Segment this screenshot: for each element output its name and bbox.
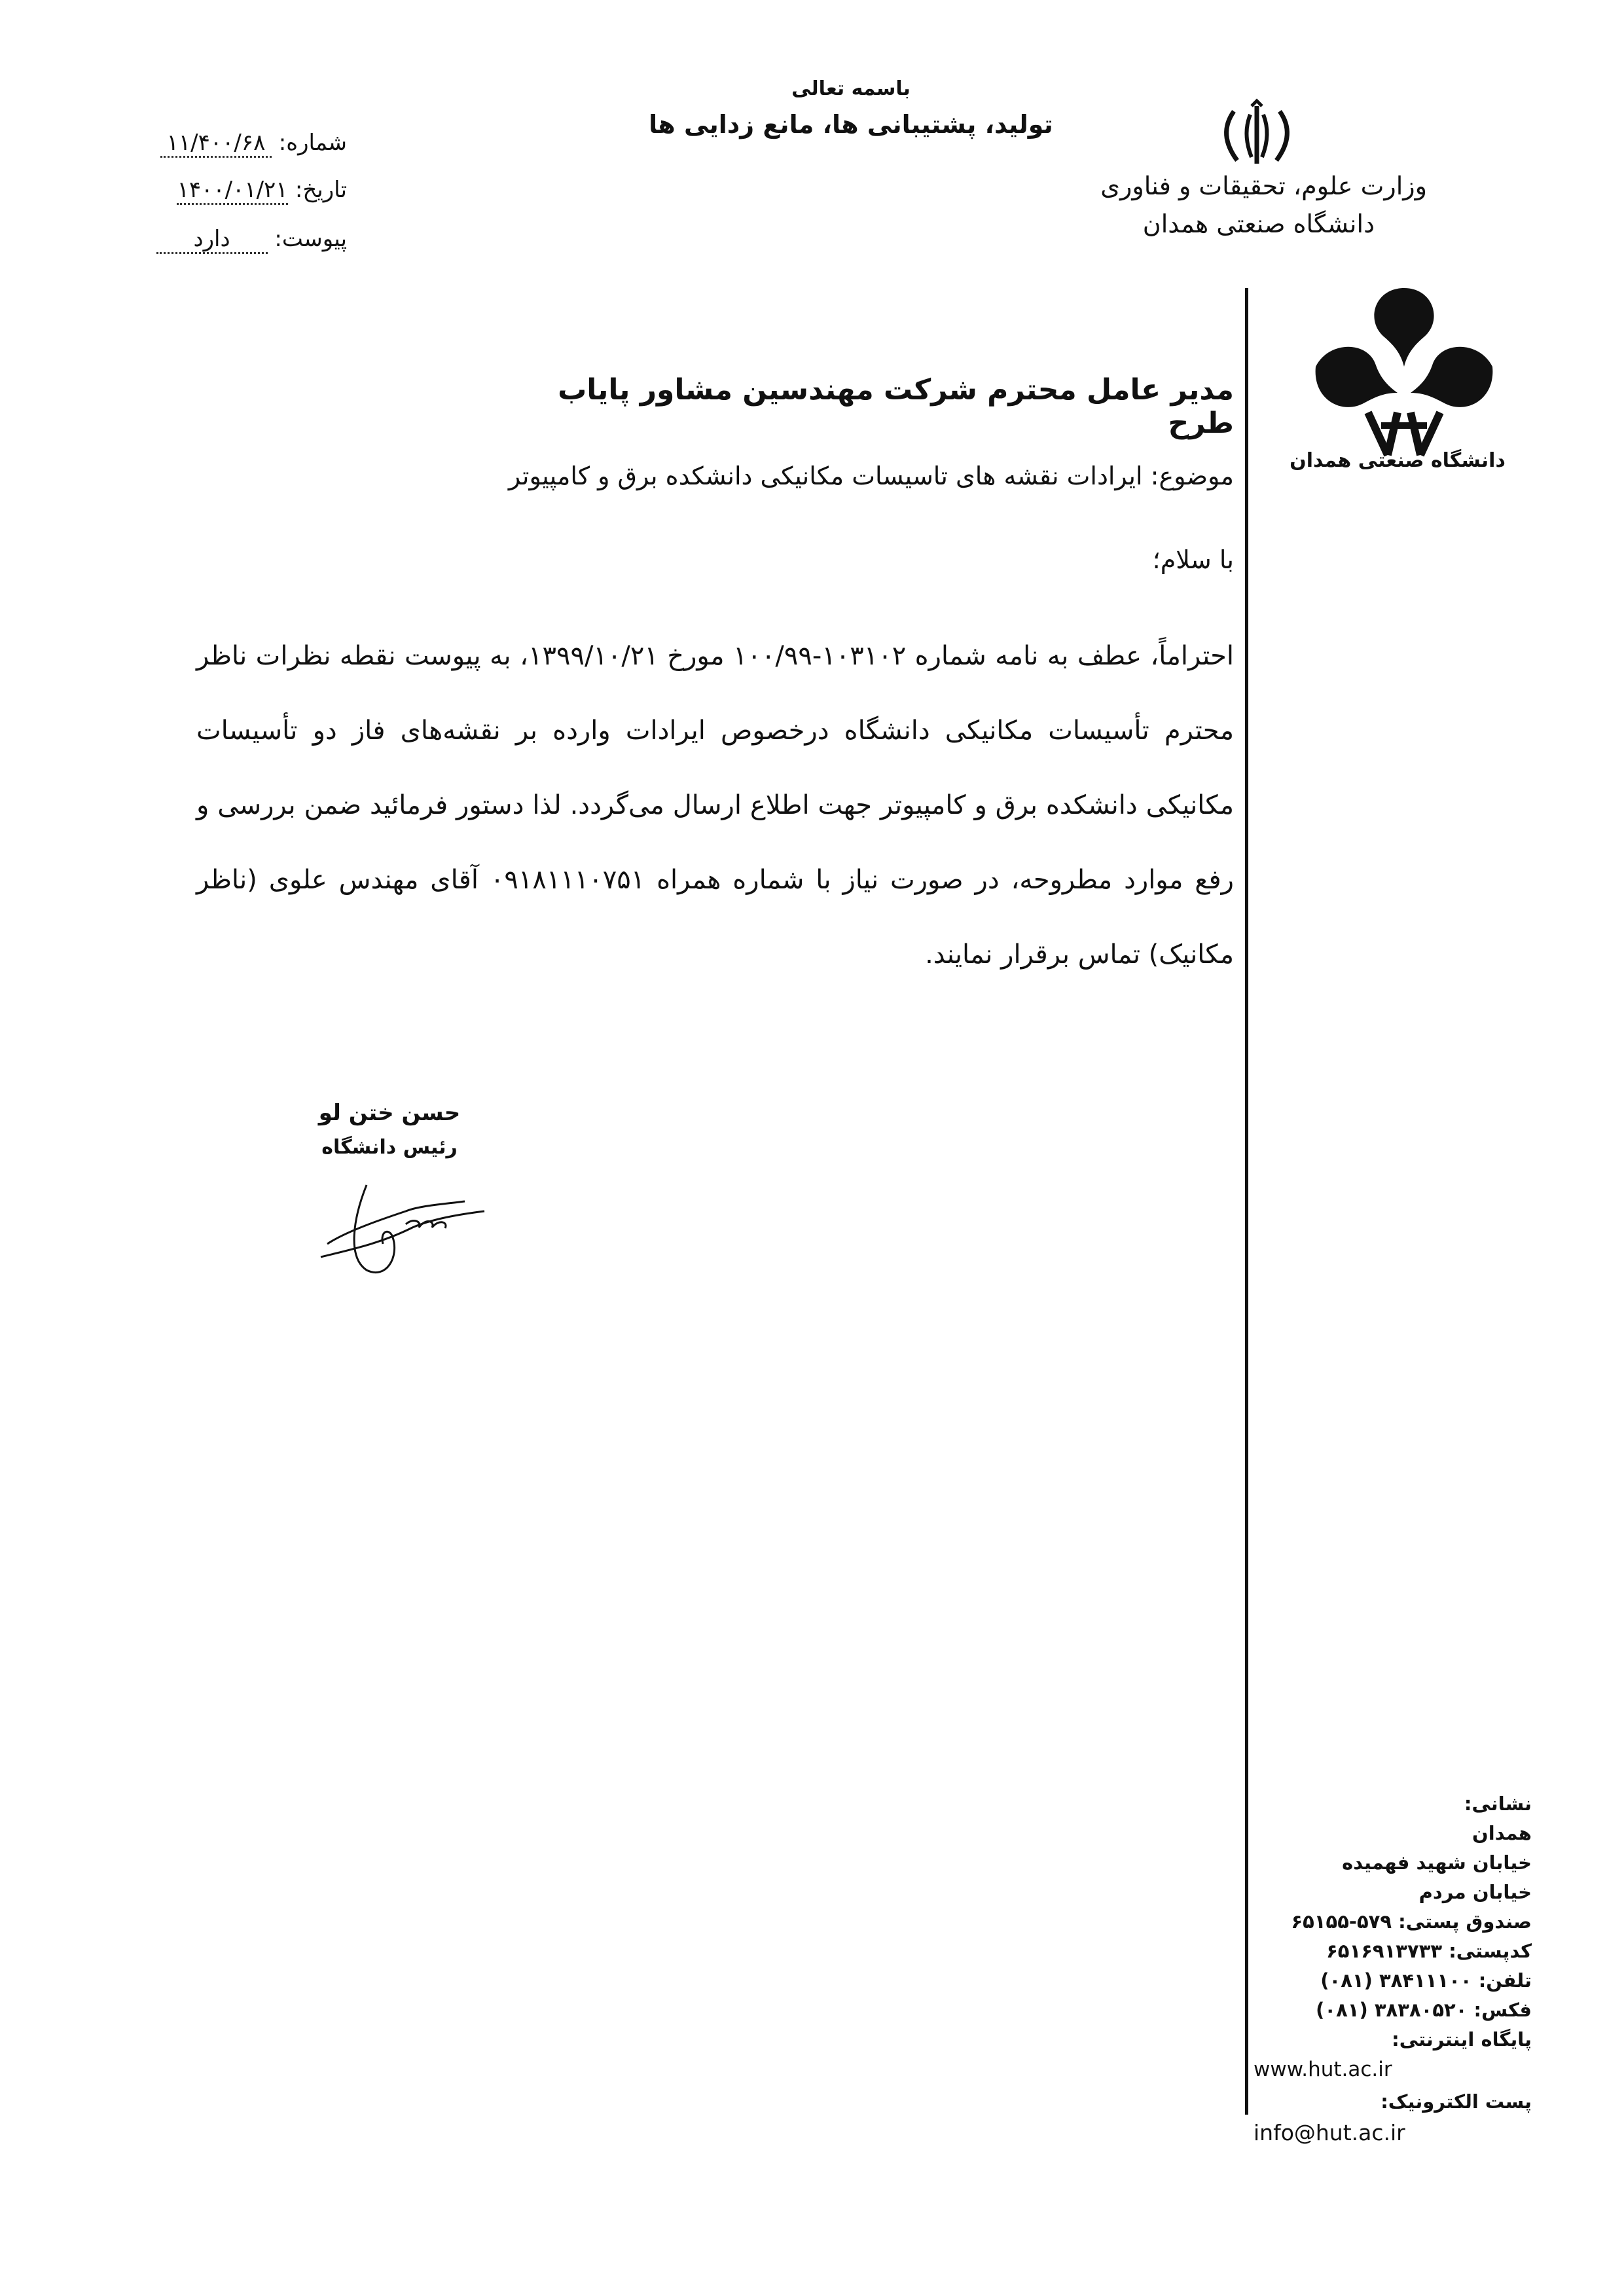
letter-attachment-value: دارد	[156, 226, 268, 254]
letter-attachment	[98, 226, 347, 254]
year-motto: تولید، پشتیبانی ها، مانع زدایی ها	[649, 110, 1053, 139]
letter-invocation: باسمه تعالی	[791, 77, 911, 100]
logo-caption: دانشگاه صنعتی همدان	[1290, 449, 1506, 472]
address-street-1: خیابان شهید فهمیده	[1342, 1851, 1532, 1874]
website-label: پایگاه اینترنتی:	[1392, 2028, 1532, 2050]
address-label: نشانی:	[1464, 1793, 1532, 1815]
letter-body: احتراماً، عطف به نامه شماره ۱۰۳۱۰۲-۱۰۰/۹۹ مورخ ۱۳۹۹/۱۰/۲۱، به پیوست نقطه نظرات ناظر محترم تأسیسات مکانیکی دانشگاه درخصوص ایرادات وارده بر نقشه‌های فاز دو تأسیسات مکانیکی دانشکده برق و کامپیوتر جهت اطلاع ارسال می‌گردد. لذا دستور فرمائید ضمن بررسی و رفع موارد مطروحه، در صورت نیاز با شماره همراه ۰۹۱۸۱۱۱۰۷۵۱ آقای مهندس علوی (ناظر مکانیک) تماس برقرار نمایند.	[196, 641, 1235, 970]
address-street-2: خیابان مردم	[1418, 1881, 1532, 1903]
address-po-box: صندوق پستی: ۵۷۹-۶۵۱۵۵	[1291, 1910, 1532, 1933]
email-label: پست الکترونیک:	[1380, 2090, 1532, 2113]
greeting: با سلام؛	[1152, 545, 1234, 574]
subject-label: موضوع:	[1150, 462, 1234, 490]
address-city: همدان	[1472, 1822, 1532, 1844]
university-name: دانشگاه صنعتی همدان	[1142, 210, 1375, 238]
subject-text: ایرادات نقشه های تاسیسات مکانیکی دانشکده برق و کامپیوتر	[508, 462, 1143, 490]
university-logo-icon	[1303, 275, 1506, 478]
letter-number-label: شماره:	[278, 130, 347, 156]
ministry-name: وزارت علوم، تحقیقات و فناوری	[1100, 172, 1427, 200]
iran-emblem-icon	[1211, 98, 1303, 170]
letter-number-value: ۱۱/۴۰۰/۶۸	[160, 130, 272, 158]
signatory-title: رئیس دانشگاه	[321, 1136, 458, 1159]
website-url: www.hut.ac.ir	[1254, 2058, 1392, 2081]
address-phone: تلفن: ۳۸۴۱۱۱۰۰ (۰۸۱)	[1320, 1969, 1532, 1992]
signatory-name: حسن ختن لو	[318, 1100, 461, 1126]
letter-date	[98, 177, 347, 205]
letter-date-value: ۱۴۰۰/۰۱/۲۱	[177, 177, 288, 205]
letter-attachment-label: پیوست:	[274, 226, 347, 252]
handwritten-signature	[308, 1165, 504, 1283]
letter-date-label: تاریخ:	[295, 177, 347, 203]
address-fax: فکس: ۳۸۳۸۰۵۲۰ (۰۸۱)	[1316, 1999, 1532, 2021]
email-address: info@hut.ac.ir	[1254, 2120, 1405, 2145]
recipient: مدیر عامل محترم شرکت مهندسین مشاور پایاب طرح	[558, 373, 1234, 440]
address-postal-code: کدپستی: ۶۵۱۶۹۱۳۷۳۳	[1326, 1940, 1532, 1962]
letter-number	[98, 130, 347, 158]
subject-line	[327, 462, 1234, 490]
